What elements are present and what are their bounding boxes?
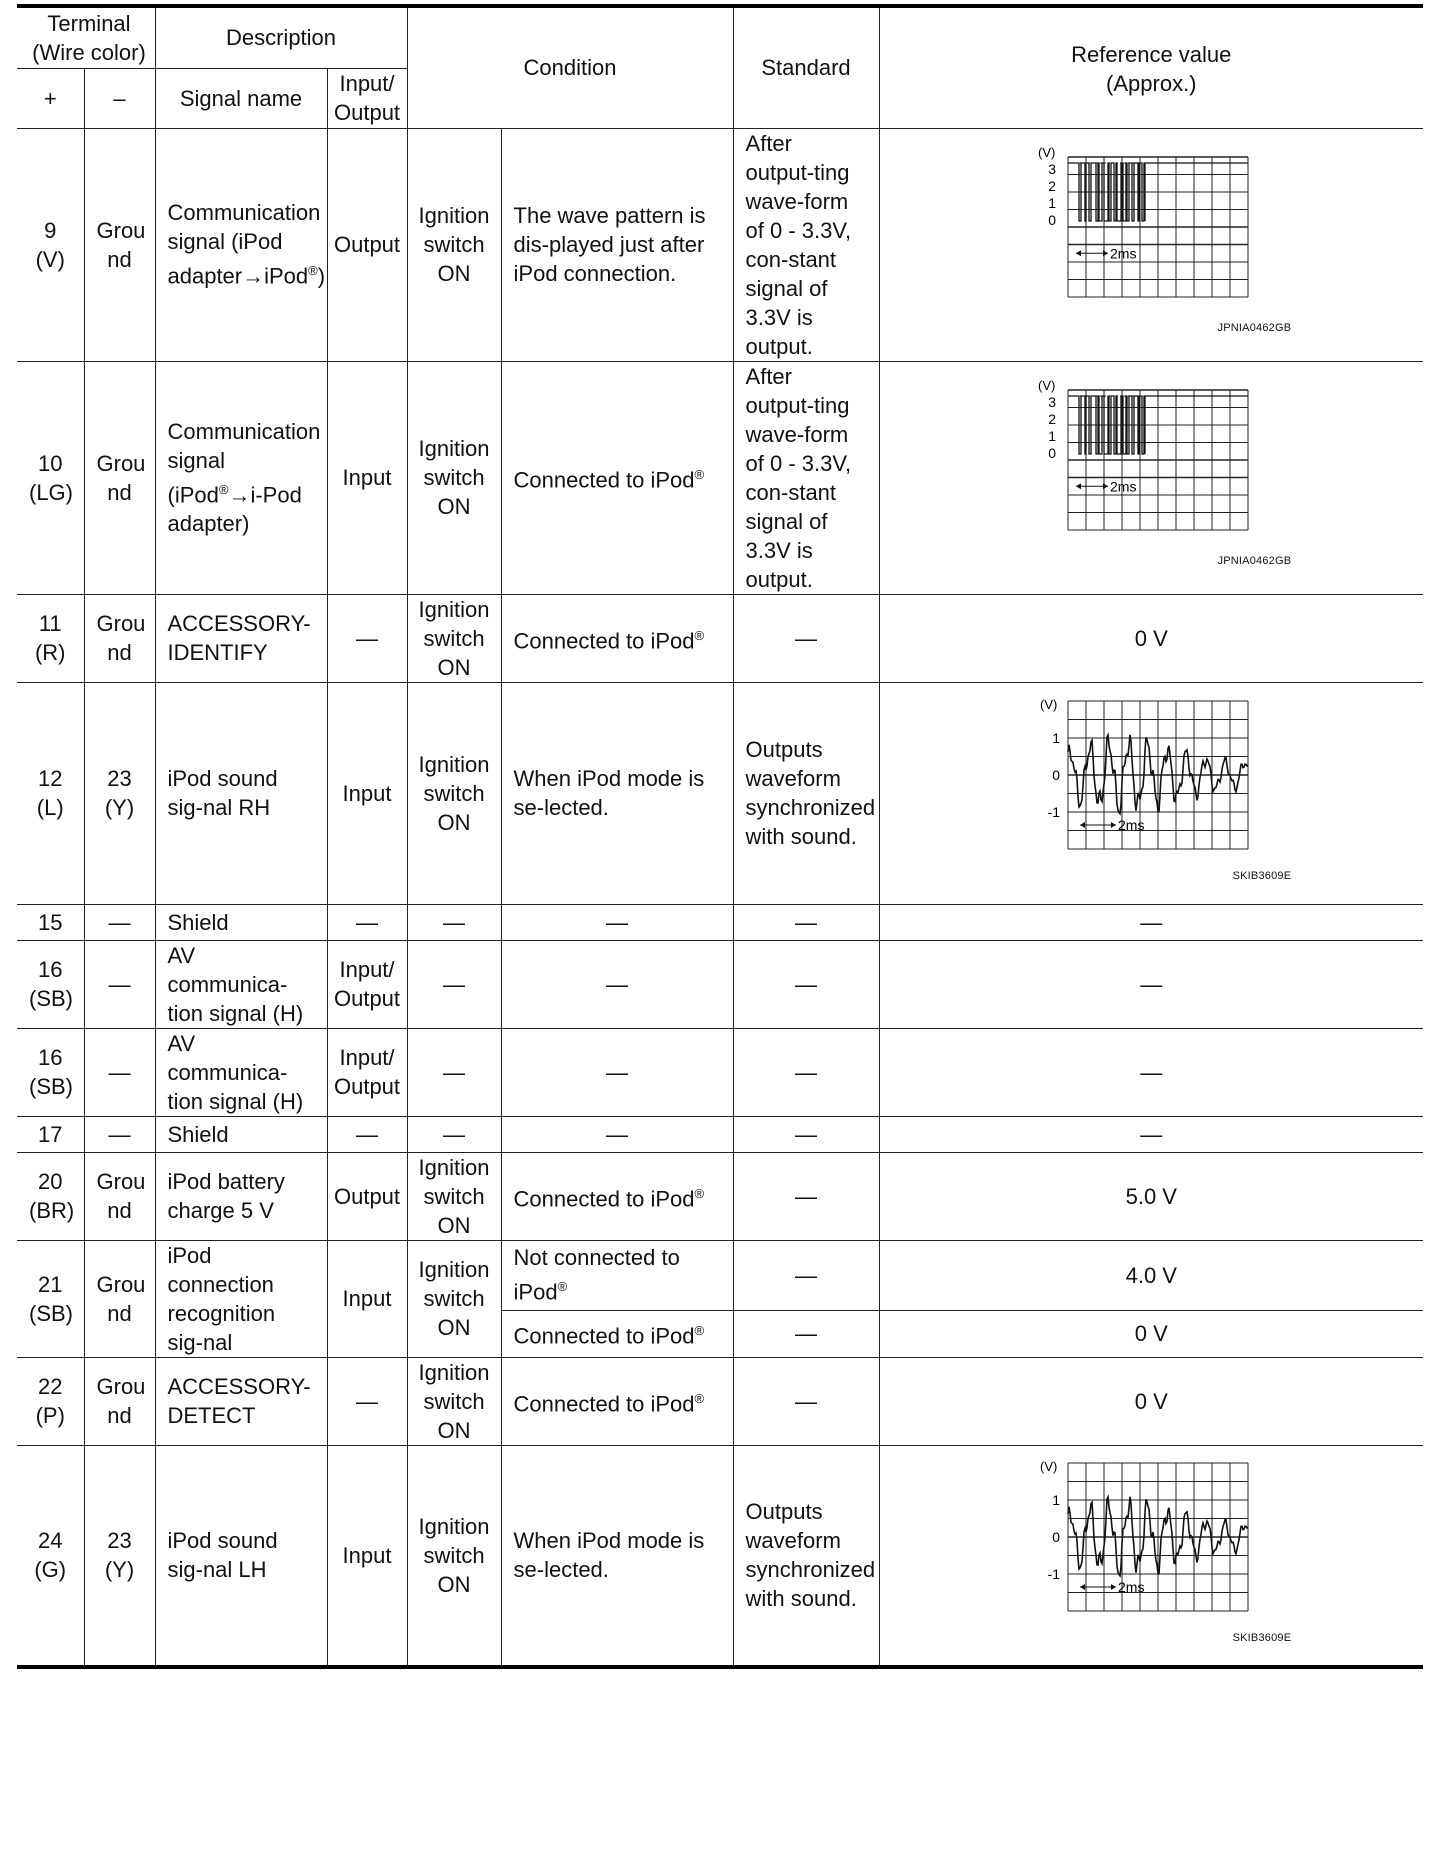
condition-detail-cell: Connected to iPod® [501,1152,733,1240]
digital-waveform-graph [1036,147,1266,312]
io-cell: — [327,904,407,940]
condition-detail-cell: — [501,1028,733,1116]
terminal-minus-cell: Grou nd [84,1240,155,1357]
io-cell: Input/ Output [327,940,407,1028]
condition-cell: Ignition switch ON [407,1357,501,1445]
reference-value-cell: — [879,940,1423,1028]
table-row [17,1357,1423,1445]
terminal-plus-cell: 16 (SB) [17,940,84,1028]
reference-value-cell: 0 V [879,1310,1423,1357]
condition-detail-cell: When iPod mode is se-lected. [501,1445,733,1667]
terminal-plus-cell: 20 (BR) [17,1152,84,1240]
header-description: Description [155,6,407,68]
reference-waveform [1001,1457,1301,1653]
audio-waveform-graph [1036,1457,1266,1622]
standard-cell: — [733,1028,879,1116]
reference-value-cell: 0 V [879,594,1423,682]
condition-detail-cell: — [501,940,733,1028]
time-scale-label: 2ms [1110,477,1137,494]
standard-cell: Outputs waveform synchronized with sound. [733,682,879,904]
audio-waveform-graph [1036,695,1266,860]
signal-name-cell: Communication signal (iPod adapter→iPod®) [155,128,327,361]
y-tick-label: 1 [1052,730,1061,746]
header-terminal: Terminal (Wire color) [17,6,155,68]
standard-cell: — [733,1310,879,1357]
reference-value-cell: — [879,904,1423,940]
terminal-minus-cell: Grou nd [84,128,155,361]
io-cell: Output [327,1152,407,1240]
header-io: Input/ Output [327,68,407,128]
header-condition: Condition [407,6,733,128]
y-tick-label: 2 [1048,177,1057,194]
signal-name-cell: iPod connection recognition sig-nal [155,1240,327,1357]
condition-detail-cell: — [501,904,733,940]
table-row [17,1152,1423,1240]
reference-value-cell [879,361,1423,594]
terminal-minus-cell: Grou nd [84,361,155,594]
condition-detail-cell: Connected to iPod® [501,1310,733,1357]
condition-cell: Ignition switch ON [407,594,501,682]
table-row [17,682,1423,904]
io-cell: — [327,594,407,682]
table-row [17,940,1423,1028]
terminal-plus-cell: 21 (SB) [17,1240,84,1357]
terminal-minus-cell: 23 (Y) [84,1445,155,1667]
y-tick-label: 1 [1048,427,1057,444]
y-tick-label: 1 [1048,194,1057,211]
condition-detail-cell: The wave pattern is dis-played just after iPod connection. [501,128,733,361]
figure-code-label: SKIB3609E [1232,870,1292,882]
reference-waveform [1001,695,1301,891]
reference-value-cell: 4.0 V [879,1240,1423,1310]
terminal-spec-table [17,4,1423,1669]
reference-waveform [1001,380,1301,576]
io-cell: — [327,1116,407,1152]
terminal-minus-cell: — [84,1116,155,1152]
reference-value-cell: 5.0 V [879,1152,1423,1240]
y-tick-label: 3 [1048,393,1057,410]
axis-unit-label: (V) [1038,146,1056,160]
condition-cell: Ignition switch ON [407,1152,501,1240]
table-row [17,361,1423,594]
y-tick-label: 0 [1052,1529,1061,1546]
table-row [17,1240,1423,1310]
condition-cell: Ignition switch ON [407,682,501,904]
standard-cell: — [733,1240,879,1310]
condition-detail-cell: Not connected to iPod® [501,1240,733,1310]
axis-unit-label: (V) [1038,379,1056,393]
terminal-minus-cell: Grou nd [84,1357,155,1445]
signal-name-cell: Shield [155,1116,327,1152]
standard-cell: After output-ting wave-form of 0 - 3.3V, con-stant signal of 3.3V is output. [733,128,879,361]
terminal-plus-cell: 11 (R) [17,594,84,682]
condition-cell: Ignition switch ON [407,1445,501,1667]
header-signal-name: Signal name [155,68,327,128]
y-tick-label: -1 [1047,1566,1061,1583]
reference-value-cell [879,1445,1423,1667]
signal-name-cell: AV communica-tion signal (H) [155,940,327,1028]
terminal-minus-cell: Grou nd [84,1152,155,1240]
standard-cell: — [733,904,879,940]
time-scale-label: 2ms [1110,244,1137,261]
figure-code-label: SKIB3609E [1232,1632,1292,1645]
reference-value-cell: — [879,1028,1423,1116]
io-cell: — [327,1357,407,1445]
digital-waveform-graph [1036,380,1266,545]
y-tick-label: 0 [1052,767,1061,783]
axis-unit-label: (V) [1040,697,1058,712]
standard-cell: Outputs waveform synchronized with sound. [733,1445,879,1667]
axis-unit-label: (V) [1040,1459,1058,1475]
condition-cell: — [407,904,501,940]
terminal-minus-cell: 23 (Y) [84,682,155,904]
terminal-plus-cell: 22 (P) [17,1357,84,1445]
header-minus: – [84,68,155,128]
y-tick-label: 3 [1048,160,1057,177]
table-row [17,1116,1423,1152]
header-plus: + [17,68,84,128]
y-tick-label: 2 [1048,410,1057,427]
condition-detail-cell: When iPod mode is se-lected. [501,682,733,904]
condition-cell: — [407,940,501,1028]
y-tick-label: 0 [1048,211,1057,228]
standard-cell: — [733,940,879,1028]
standard-cell: — [733,1357,879,1445]
signal-name-cell: ACCESSORY-DETECT [155,1357,327,1445]
standard-cell: — [733,1152,879,1240]
header-standard: Standard [733,6,879,128]
io-cell: Output [327,128,407,361]
y-tick-label: 0 [1048,444,1057,461]
terminal-minus-cell: Grou nd [84,594,155,682]
time-scale-label: 2ms [1118,816,1145,833]
terminal-plus-cell: 17 [17,1116,84,1152]
standard-cell: After output-ting wave-form of 0 - 3.3V, con-stant signal of 3.3V is output. [733,361,879,594]
condition-detail-cell: Connected to iPod® [501,1357,733,1445]
terminal-plus-cell: 9 (V) [17,128,84,361]
reference-value-cell [879,128,1423,361]
signal-name-cell: ACCESSORY-IDENTIFY [155,594,327,682]
header-reference: Reference value (Approx.) [879,6,1423,128]
condition-detail-cell: Connected to iPod® [501,594,733,682]
terminal-plus-cell: 10 (LG) [17,361,84,594]
reference-value-cell: 0 V [879,1357,1423,1445]
signal-name-cell: Shield [155,904,327,940]
io-cell: Input [327,682,407,904]
terminal-plus-cell: 16 (SB) [17,1028,84,1116]
table-row [17,904,1423,940]
table-row [17,594,1423,682]
terminal-plus-cell: 12 (L) [17,682,84,904]
condition-cell: Ignition switch ON [407,1240,501,1357]
io-cell: Input [327,1445,407,1667]
signal-name-cell: iPod battery charge 5 V [155,1152,327,1240]
terminal-minus-cell: — [84,904,155,940]
condition-cell: — [407,1116,501,1152]
condition-cell: Ignition switch ON [407,128,501,361]
terminal-minus-cell: — [84,1028,155,1116]
standard-cell: — [733,594,879,682]
terminal-plus-cell: 15 [17,904,84,940]
standard-cell: — [733,1116,879,1152]
figure-code-label: JPNIA0462GB [1217,554,1292,567]
reference-value-cell [879,682,1423,904]
signal-name-cell: AV communica-tion signal (H) [155,1028,327,1116]
io-cell: Input [327,361,407,594]
time-scale-label: 2ms [1118,1579,1145,1596]
terminal-plus-cell: 24 (G) [17,1445,84,1667]
y-tick-label: -1 [1047,804,1061,820]
reference-value-cell: — [879,1116,1423,1152]
condition-detail-cell: — [501,1116,733,1152]
condition-cell: — [407,1028,501,1116]
signal-name-cell: iPod sound sig-nal LH [155,1445,327,1667]
y-tick-label: 1 [1052,1492,1061,1509]
table-row [17,1028,1423,1116]
reference-waveform [1001,147,1301,343]
signal-name-cell: Communication signal (iPod®→i-Pod adapter) [155,361,327,594]
io-cell: Input/ Output [327,1028,407,1116]
signal-name-cell: iPod sound sig-nal RH [155,682,327,904]
io-cell: Input [327,1240,407,1357]
condition-cell: Ignition switch ON [407,361,501,594]
terminal-minus-cell: — [84,940,155,1028]
table-row [17,1445,1423,1667]
condition-detail-cell: Connected to iPod® [501,361,733,594]
figure-code-label: JPNIA0462GB [1217,321,1292,334]
table-row [17,128,1423,361]
